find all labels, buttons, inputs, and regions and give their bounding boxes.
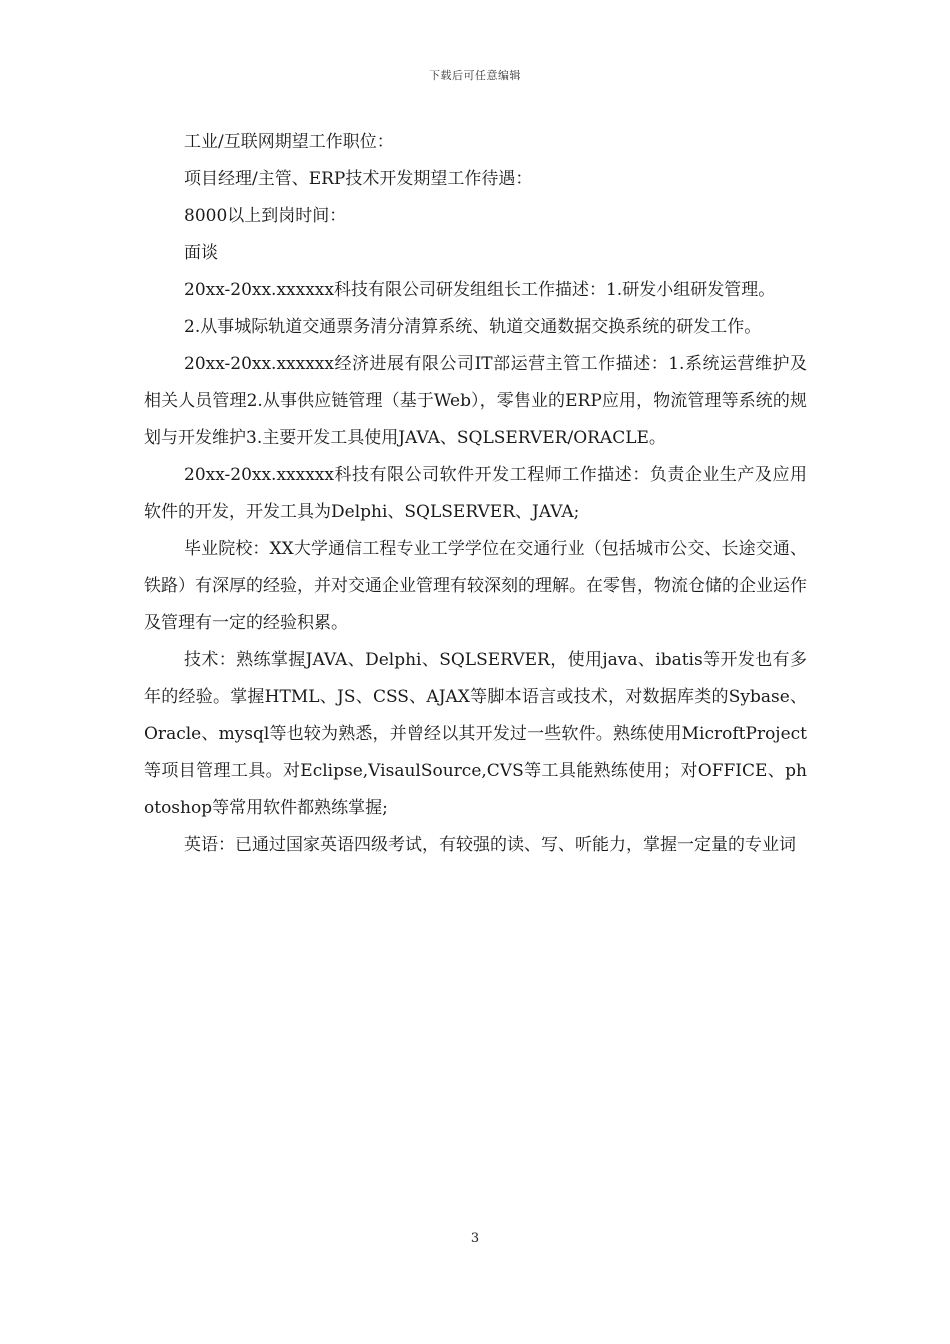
paragraph-desired-position: 工业/互联网期望工作职位： xyxy=(184,132,394,152)
paragraph-skills: 技术：熟练掌握JAVA、Delphi、SQLSERVER，使用java、ibatis等开发也有多年的经验。掌握HTML、JS、CSS、AJAX等脚本语言或技术，对数据库类的Sybase、Oracle、mysql等也较为熟悉，并曾经以其开发过一些软件。熟练使用MicroftProject等项目管理工具。对Eclipse,VisaulSource,CVS等工具能熟练使用；对OFFICE、photoshop等常用软件都熟练掌握; xyxy=(144,650,807,818)
paragraph-education: 毕业院校：XX大学通信工程专业工学学位在交通行业（包括城市公交、长途交通、铁路）有深厚的经验，并对交通企业管理有较深刻的理解。在零售，物流仓储的企业运作及管理有一定的经验积累。 xyxy=(144,539,807,633)
paragraph-english: 英语：已通过国家英语四级考试，有较强的读、写、听能力，掌握一定量的专业词 xyxy=(184,835,796,855)
page-number: 3 xyxy=(470,1231,480,1246)
paragraph-interview: 面谈 xyxy=(184,243,218,263)
page-header-note: 下载后可任意编辑 xyxy=(429,69,521,82)
paragraph-experience-1: 20xx-20xx.xxxxxx科技有限公司研发组组长工作描述：1.研发小组研发管理。 xyxy=(184,280,776,300)
paragraph-experience-3: 20xx-20xx.xxxxxx科技有限公司软件开发工程师工作描述：负责企业生产及应用软件的开发，开发工具为Delphi、SQLSERVER、JAVA; xyxy=(144,465,807,522)
paragraph-start-time: 8000以上到岗时间： xyxy=(184,206,347,226)
document-body xyxy=(144,124,807,864)
paragraph-experience-2: 20xx-20xx.xxxxxx经济进展有限公司IT部运营主管工作描述：1.系统运营维护及相关人员管理2.从事供应链管理（基于Web），零售业的ERP应用，物流管理等系统的规划与开发维护3.主要开发工具使用JAVA、SQLSERVER/ORACLE。 xyxy=(144,354,807,448)
paragraph-desired-salary: 项目经理/主管、ERP技术开发期望工作待遇： xyxy=(184,169,533,189)
paragraph-experience-1-detail: 2.从事城际轨道交通票务清分清算系统、轨道交通数据交换系统的研发工作。 xyxy=(184,317,762,337)
